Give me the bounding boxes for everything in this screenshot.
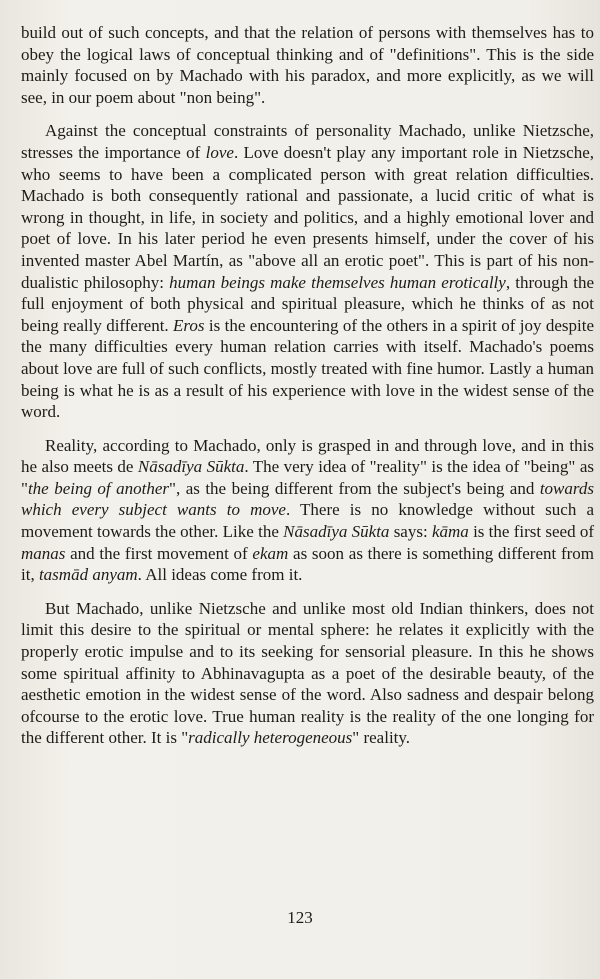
text-run: . The very idea of "reality" is the idea of "being" as " <box>21 457 594 498</box>
text-run: , through the full enjoyment of both physical and spiritual pleasure, which he thinks of as not being really different. <box>21 272 595 335</box>
page-number: 123 <box>287 908 313 927</box>
text-run: . There is no knowledge without such a movement towards the other. Like the <box>21 500 594 542</box>
text-run: ", as the being different from the subject's being and <box>169 478 540 498</box>
text-run: Against the conceptual constraints of personality Machado, unlike Nietzsche, stresses the importance of <box>21 121 594 162</box>
text-run: is the first seed of <box>468 522 595 542</box>
italic-text: kāma <box>431 522 469 542</box>
paragraph-2 <box>21 120 594 422</box>
paragraph-3 <box>21 435 594 586</box>
italic-text: Nāsadīya Sūkta <box>137 457 245 477</box>
text-run: and the first movement of <box>65 543 253 563</box>
italic-text: towards which every subject wants to move <box>21 478 594 520</box>
italic-text: love <box>205 142 234 162</box>
paragraph-1 <box>21 22 594 108</box>
paragraph-4 <box>21 598 594 749</box>
text-run: " reality. <box>352 728 411 748</box>
text-run: build out of such concepts, and that the relation of persons with themselves has to obey the logical laws of conceptual thinking and of "definitions". This is the side mainly focused on by Machado with his paradox, and more explicitly, as we will see, in our poem about "non being". <box>21 23 594 107</box>
text-run: says: <box>389 522 432 542</box>
italic-text: radically heterogeneous <box>188 728 353 748</box>
text-run: as soon as there is something different from it, <box>21 543 594 585</box>
italic-text: ekam <box>252 543 289 563</box>
body-text <box>21 22 594 761</box>
italic-text: the being of another <box>27 478 170 498</box>
text-run: But Machado, unlike Nietzsche and unlike most old Indian thinkers, does not limit this desire to the spiritual or mental sphere: he relates it explicitly with the properly erotic impulse and to its seeking for sensorial pleasure. In this he shows some spiritual affinity to Abhinavagupta as a poet of the desirable beauty, of the aesthetic emotion in the widest sense of the word. Also sadness and despair belong ofcourse to the erotic love. True human reality is the reality of the one longing for the different other. It is " <box>21 598 594 748</box>
italic-text: Nāsadīya Sūkta <box>283 522 390 542</box>
italic-text: human beings make themselves human erotically <box>169 272 506 292</box>
italic-text: tasmād anyam <box>38 565 138 585</box>
text-run: Reality, according to Machado, only is grasped in and through love, and in this he also meets de <box>21 435 594 477</box>
italic-text: manas <box>21 543 66 563</box>
italic-text: Eros <box>173 315 205 335</box>
text-run: . Love doesn't play any important role in Nietzsche, who seems to have been a complicated person with great relation difficulties. Machado is both consequently rational and passionate, a lucid critic of what is wrong in thought, in life, in society and politics, and a highly emotional lover and poet of love. In his later period he even presents himself, under the cover of his invented master Abel Martín, as "above all an erotic poet". This is part of his non-dualistic philosophy: <box>21 142 594 292</box>
text-run: . All ideas come from it. <box>137 565 303 585</box>
text-run: is the encountering of the others in a spirit of joy despite the many difficulties every human relation carries with itself. Machado's poems about love are full of such conflicts, mostly treated with fine humor. Lastly a human being is what he is as a result of his experience with love in the widest sense of the word. <box>21 315 594 422</box>
